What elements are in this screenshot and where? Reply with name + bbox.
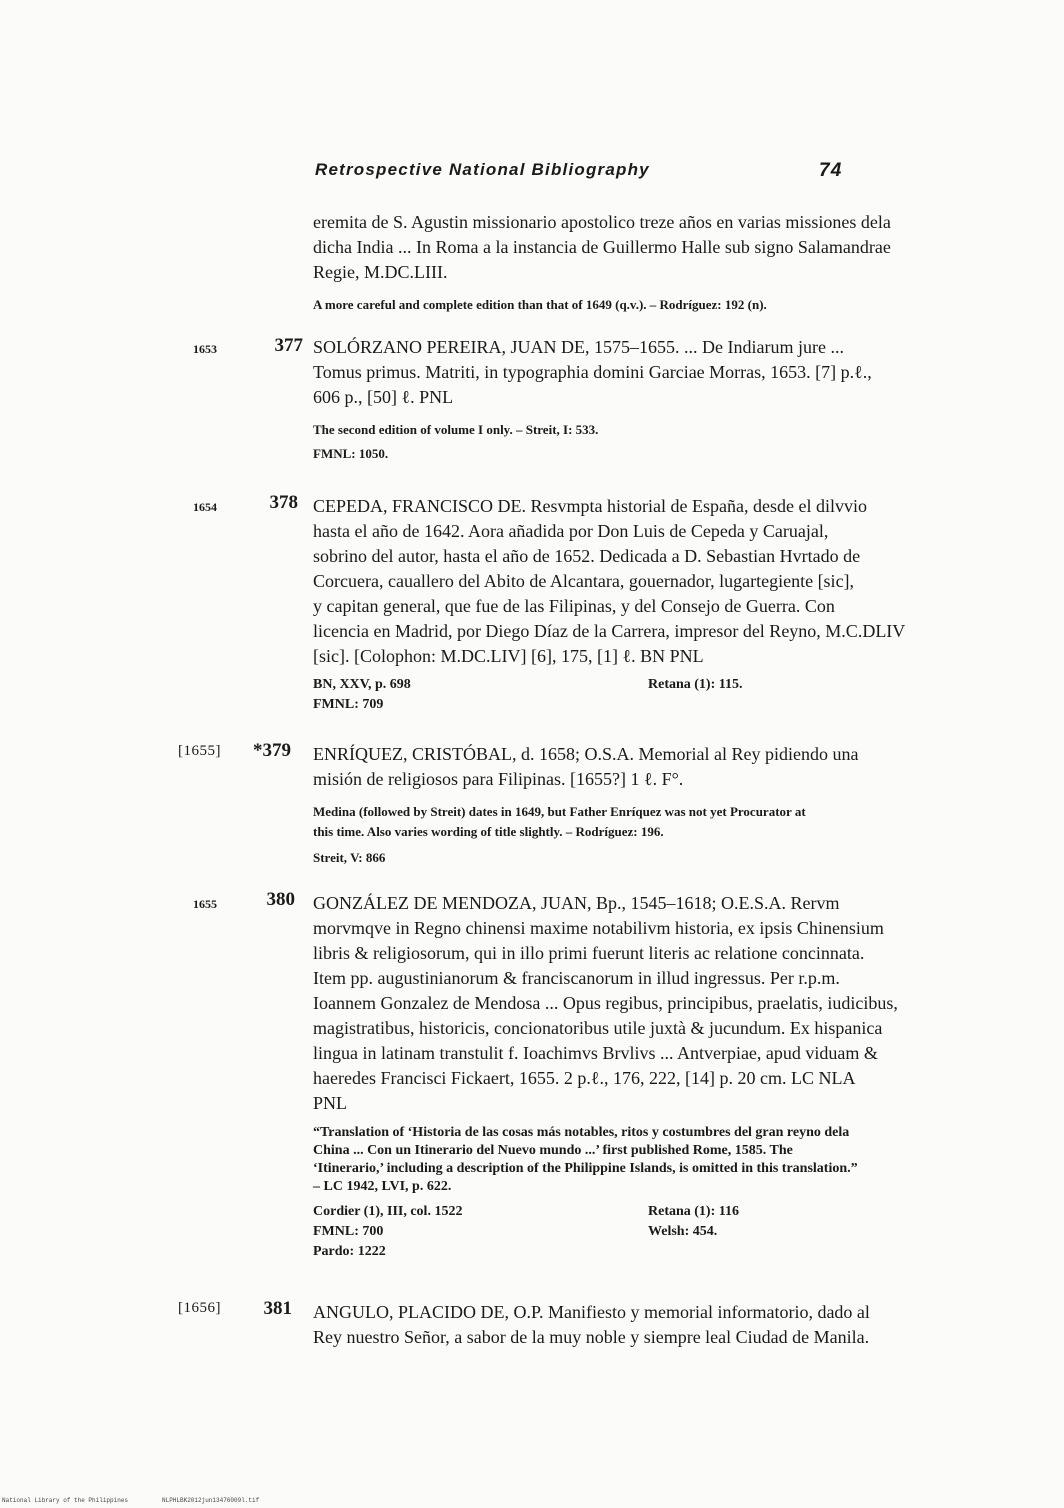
reference: Pardo: 1222 (313, 1244, 386, 1259)
entry-number: 377 (274, 335, 303, 356)
entry-body (313, 335, 963, 410)
entry-year: 1653 (193, 342, 217, 356)
text-line: haeredes Francisci Fickaert, 1655. 2 p.ℓ., 176, 222, [14] p. 20 cm. LC NLA (313, 1068, 856, 1088)
text-line: lingua in latinam transtulit f. Ioachimvs Brvlivs ... Antverpiae, apud viduam & (313, 1043, 878, 1063)
references (313, 675, 963, 715)
text-line: eremita de S. Agustin missionario apostolico treze años en varias missiones dela (313, 212, 891, 232)
text-line: SOLÓRZANO PEREIRA, JUAN DE, 1575–1655. ... De Indiarum jure ... (313, 337, 844, 357)
text-line: ANGULO, PLACIDO DE, O.P. Manifiesto y memorial informatorio, dado al (313, 1302, 870, 1322)
entry-body (313, 1300, 963, 1350)
entry-number: 380 (266, 889, 295, 910)
entry-year: 1655 (193, 897, 217, 911)
footer-filename: NLPHLBK2012jun13476009l.tif (162, 1497, 260, 1504)
entry-year: [1655] (178, 743, 221, 759)
reference: Cordier (1), III, col. 1522 (313, 1204, 463, 1219)
text-line: dicha India ... In Roma a la instancia de Guillermo Halle sub signo Salamandrae (313, 237, 891, 257)
reference: FMNL: 709 (313, 697, 384, 712)
entry-378 (313, 494, 963, 715)
entry-body (313, 742, 963, 792)
entry-number: 381 (263, 1298, 292, 1319)
text-line: morvmqve in Regno chinensi maxime notabilivm historia, ex ipsis Chinensium (313, 918, 884, 938)
footer-source: National Library of the Philippines (2, 1497, 129, 1504)
text-line: GONZÁLEZ DE MENDOZA, JUAN, Bp., 1545–1618; O.E.S.A. Rervm (313, 893, 840, 913)
text-line: libris & religiosorum, qui in illo primi fuerunt literis ac relatione concinnata. (313, 943, 865, 963)
text-line: Regie, M.DC.LIII. (313, 262, 448, 282)
text-line: PNL (313, 1093, 348, 1113)
entry-note: FMNL: 1050. (313, 446, 389, 461)
text-line: hasta el año de 1642. Aora añadida por Don Luis de Cepeda y Caruajal, (313, 521, 829, 541)
entry-year: 1654 (193, 500, 217, 514)
continuation-text (313, 210, 963, 285)
entry-year: [1656] (178, 1300, 221, 1316)
text-line: sobrino del autor, hasta el año de 1652. Dedicada a D. Sebastian Hvrtado de (313, 546, 861, 566)
text-line: China ... Con un Itinerario del Nuevo mundo ...’ first published Rome, 1585. The (313, 1143, 793, 1158)
text-line: this time. Also varies wording of title slightly. – Rodríguez: 196. (313, 824, 664, 839)
reference: BN, XXV, p. 698 (313, 677, 411, 692)
text-line: Item pp. augustinianorum & franciscanorum in illud ingressus. Per r.p.m. (313, 968, 840, 988)
entry-body (313, 891, 963, 1116)
reference: Welsh: 454. (648, 1224, 718, 1239)
references (313, 1202, 963, 1262)
continuation-note: A more careful and complete edition than that of 1649 (q.v.). – Rodríguez: 192 (n). (313, 297, 767, 312)
text-line: CEPEDA, FRANCISCO DE. Resvmpta historial de España, desde el dilvvio (313, 496, 867, 516)
text-line: Tomus primus. Matriti, in typographia domini Garciae Morras, 1653. [7] p.ℓ., (313, 362, 872, 382)
running-head (315, 160, 855, 186)
entry-381 (313, 1300, 963, 1350)
text-line: Medina (followed by Streit) dates in 1649, but Father Enríquez was not yet Procurator at (313, 804, 806, 819)
entry-quote (313, 1124, 963, 1196)
entry-380 (313, 891, 963, 1262)
entry-note: Streit, V: 866 (313, 850, 386, 865)
reference: FMNL: 700 (313, 1224, 384, 1239)
page-number: 74 (819, 160, 843, 181)
text-line: [sic]. [Colophon: M.DC.LIV] [6], 175, [1] ℓ. BN PNL (313, 646, 704, 666)
reference: Retana (1): 115. (648, 677, 743, 692)
text-line: Corcuera, cauallero del Abito de Alcantara, gouernador, lugartegiente [sic], (313, 571, 855, 591)
text-line: 606 p., [50] ℓ. PNL (313, 387, 454, 407)
text-line: y capitan general, que fue de las Filipinas, y del Consejo de Guerra. Con (313, 596, 835, 616)
entry-note (313, 802, 963, 842)
entry-379 (313, 742, 963, 868)
entry-body (313, 494, 963, 669)
text-line: ‘Itinerario,’ including a description of the Philippine Islands, is omitted in this translation.” (313, 1161, 858, 1176)
entry-note: The second edition of volume I only. – Streit, I: 533. (313, 422, 599, 437)
entry-number: *379 (253, 740, 291, 761)
text-line: – LC 1942, LVI, p. 622. (313, 1179, 452, 1194)
entry-377 (313, 335, 963, 464)
entry-number: 378 (269, 492, 298, 513)
reference: Retana (1): 116 (648, 1204, 739, 1219)
text-line: Rey nuestro Señor, a sabor de la muy noble y siempre leal Ciudad de Manila. (313, 1327, 870, 1347)
text-line: “Translation of ‘Historia de las cosas más notables, ritos y costumbres del gran reyno dela (313, 1125, 850, 1140)
continuation-block (313, 210, 963, 315)
text-line: licencia en Madrid, por Diego Díaz de la Carrera, impresor del Reyno, M.C.DLIV (313, 621, 906, 641)
text-line: Ioannem Gonzalez de Mendosa ... Opus regibus, principibus, praelatis, iudicibus, (313, 993, 898, 1013)
running-head-title: Retrospective National Bibliography (315, 160, 650, 179)
text-line: ENRÍQUEZ, CRISTÓBAL, d. 1658; O.S.A. Memorial al Rey pidiendo una (313, 744, 859, 764)
text-line: magistratibus, historicis, concionatoribus utile juxtà & jucundum. Ex hispanica (313, 1018, 883, 1038)
text-line: misión de religiosos para Filipinas. [1655?] 1 ℓ. F°. (313, 769, 684, 789)
